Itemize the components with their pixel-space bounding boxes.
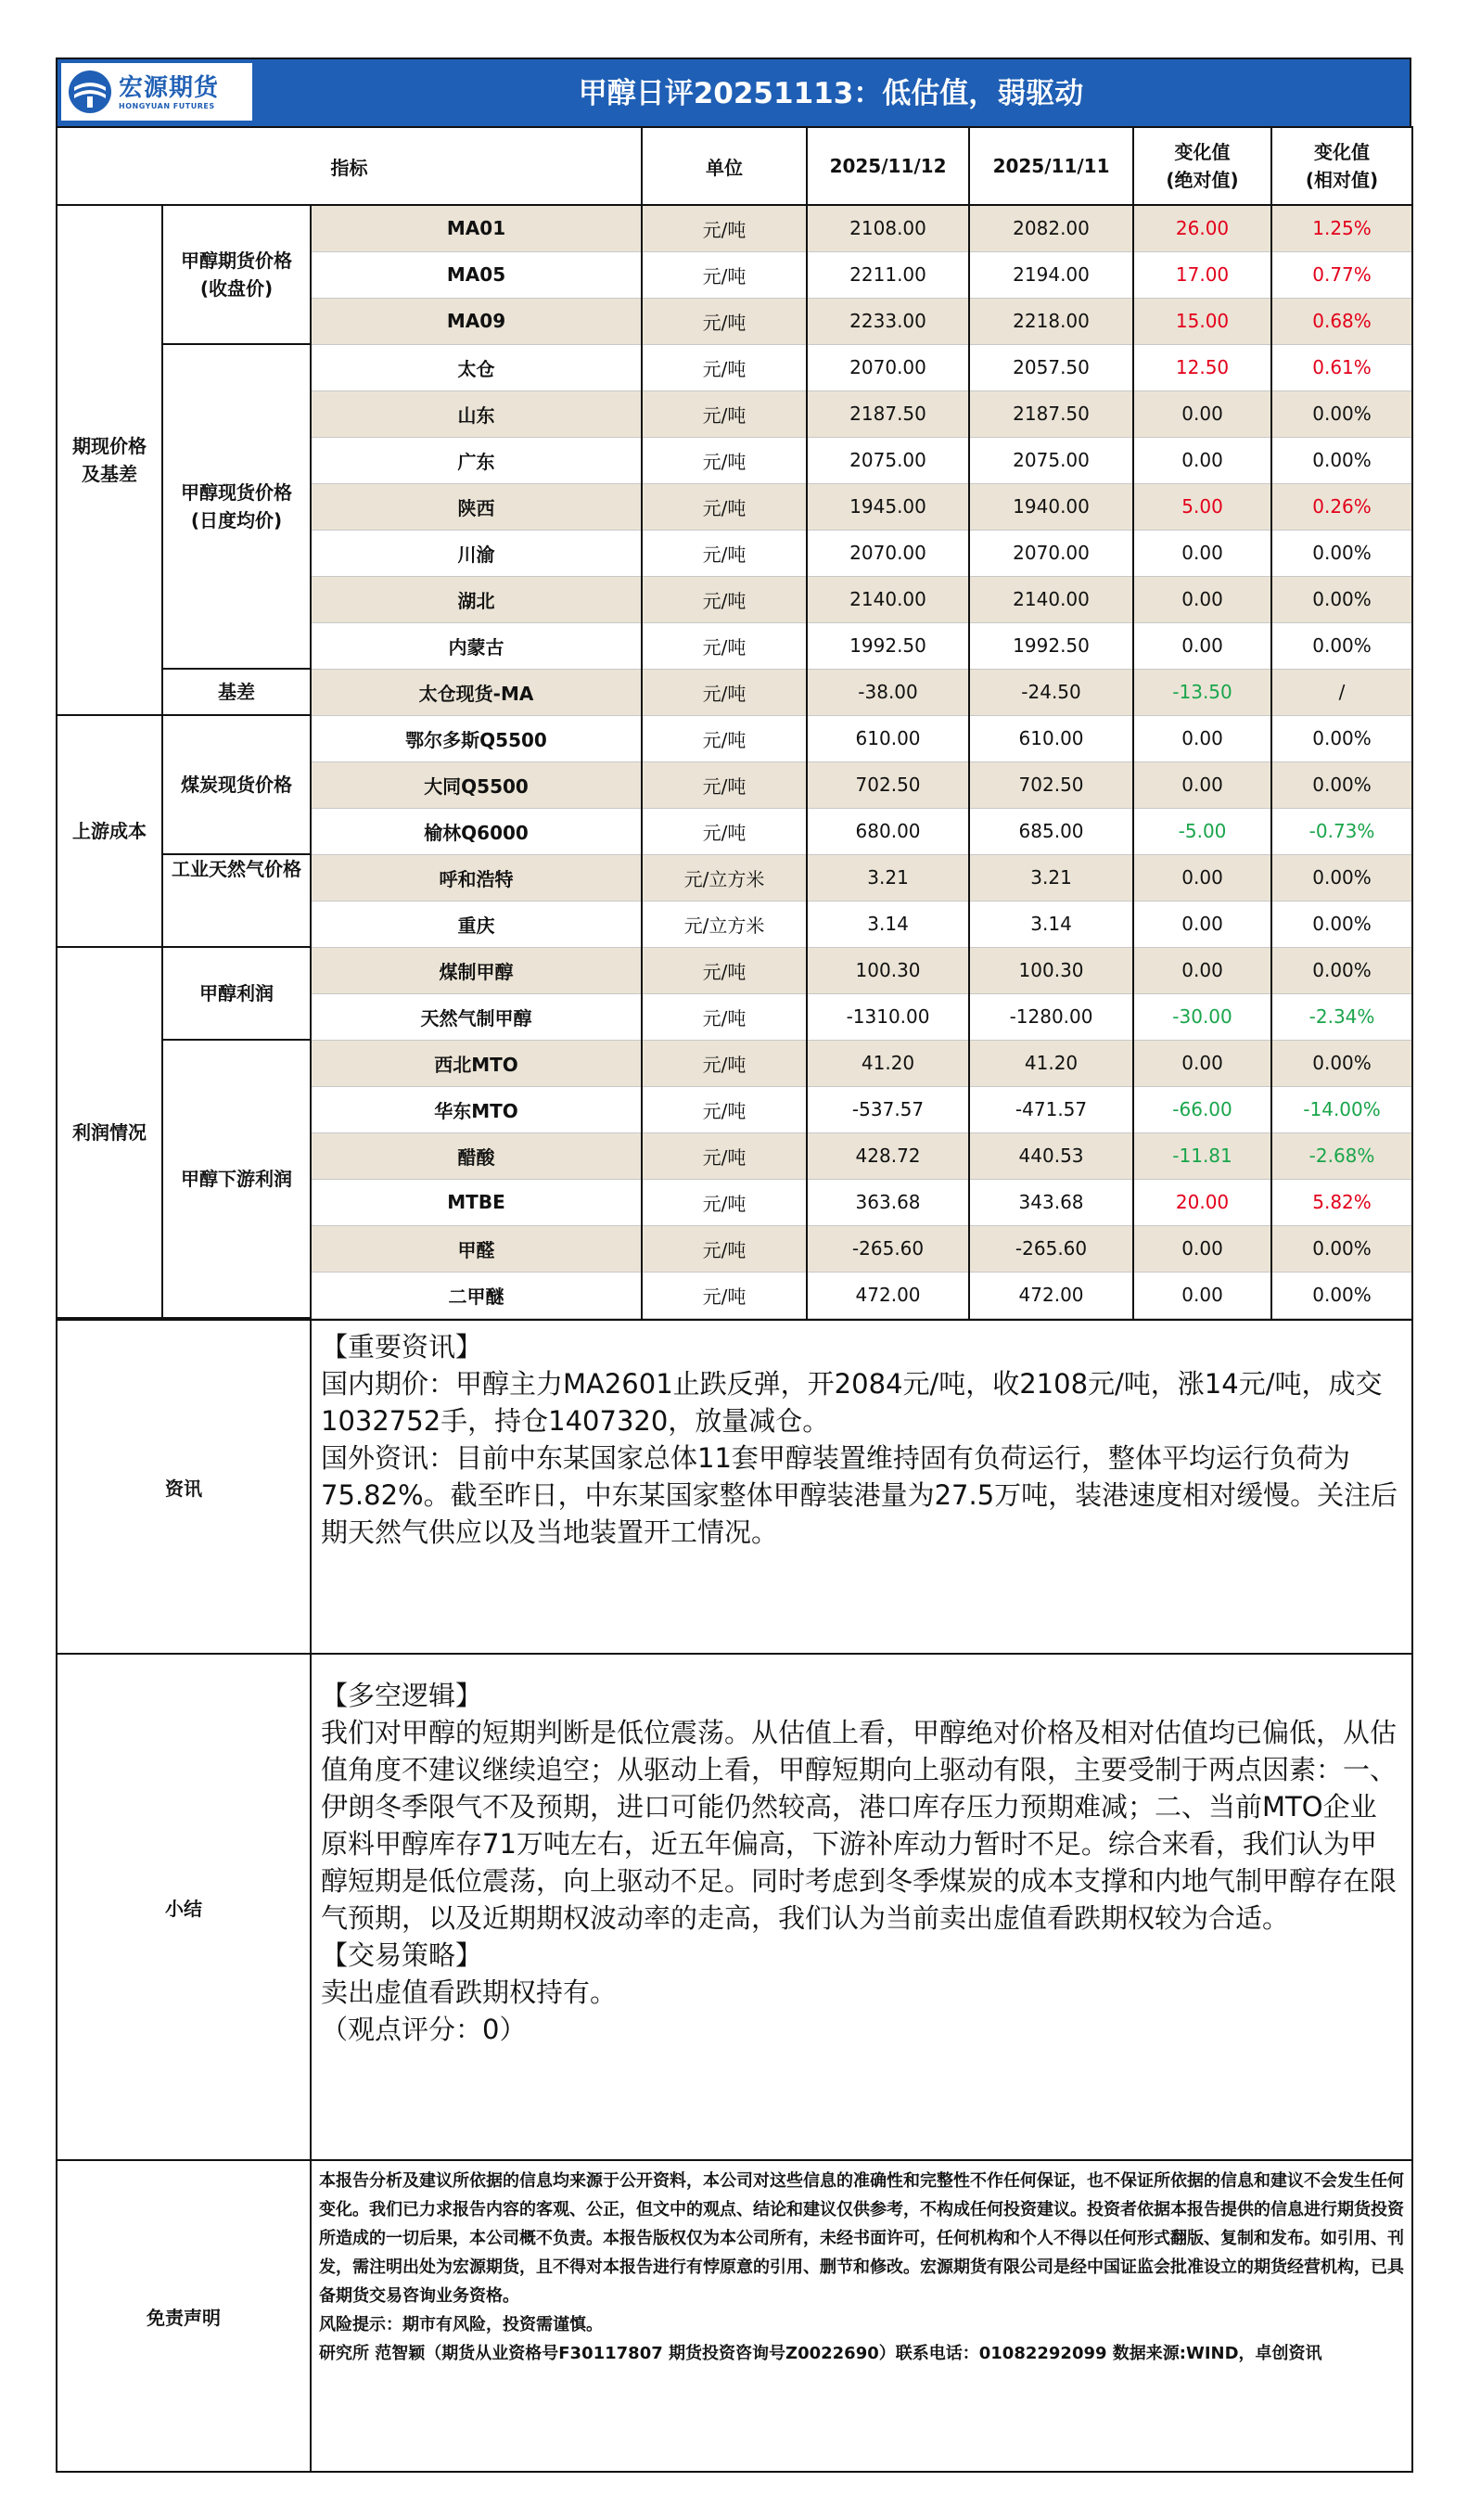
row-name: 湖北 — [311, 576, 642, 622]
row-change-abs: 12.50 — [1133, 344, 1271, 390]
row-unit: 元/吨 — [642, 1132, 807, 1179]
row-value-date1: 2211.00 — [807, 251, 969, 298]
row-value-date1: 2108.00 — [807, 205, 969, 251]
table-row — [57, 344, 1412, 390]
table-row — [57, 1040, 1412, 1086]
row-value-date2: 2082.00 — [969, 205, 1133, 251]
row-change-rel: 0.00% — [1271, 530, 1412, 576]
row-value-date1: -1310.00 — [807, 993, 969, 1040]
company-logo — [61, 63, 252, 121]
row-change-rel: 1.25% — [1271, 205, 1412, 251]
row-change-rel: 0.00% — [1271, 390, 1412, 437]
row-name: 大同Q5500 — [311, 761, 642, 808]
row-unit: 元/吨 — [642, 205, 807, 251]
row-change-rel: 0.00% — [1271, 622, 1412, 669]
row-change-rel: 0.00% — [1271, 947, 1412, 993]
row-change-rel: 0.00% — [1271, 576, 1412, 622]
row-name: 西北MTO — [311, 1040, 642, 1086]
summary-label: 小结 — [57, 1654, 311, 2160]
row-value-date1: 610.00 — [807, 715, 969, 761]
row-value-date1: 1992.50 — [807, 622, 969, 669]
row-change-rel: / — [1271, 669, 1412, 715]
logo-english: HONGYUAN FUTURES — [119, 101, 215, 110]
row-name: 山东 — [311, 390, 642, 437]
row-value-date2: 41.20 — [969, 1040, 1133, 1086]
row-change-rel: 0.00% — [1271, 761, 1412, 808]
view-score: （观点评分：0） — [321, 2014, 527, 2045]
row-value-date1: 3.21 — [807, 854, 969, 901]
table-row — [57, 854, 1412, 901]
report-header — [56, 58, 1411, 126]
subgroup-label: 甲醇下游利润 — [162, 1040, 311, 1318]
row-value-date2: -24.50 — [969, 669, 1133, 715]
row-unit: 元/吨 — [642, 251, 807, 298]
row-value-date1: -38.00 — [807, 669, 969, 715]
row-value-date1: -265.60 — [807, 1225, 969, 1272]
row-unit: 元/吨 — [642, 437, 807, 483]
subgroup-label: 甲醇期货价格 (收盘价) — [162, 205, 311, 344]
subgroup-label: 甲醇现货价格 (日度均价) — [162, 344, 311, 669]
col-header-abs: 变化值 (绝对值) — [1133, 127, 1271, 205]
row-name: 鄂尔多斯Q5500 — [311, 715, 642, 761]
row-change-abs: 0.00 — [1133, 576, 1271, 622]
row-value-date1: 3.14 — [807, 901, 969, 947]
row-unit: 元/吨 — [642, 993, 807, 1040]
col-header-indicator: 指标 — [57, 127, 642, 205]
subgroup-label: 工业天然气价格 — [162, 854, 311, 947]
row-unit: 元/吨 — [642, 1225, 807, 1272]
row-value-date2: 610.00 — [969, 715, 1133, 761]
row-change-rel: -2.68% — [1271, 1132, 1412, 1179]
row-change-abs: 0.00 — [1133, 1225, 1271, 1272]
price-table — [56, 126, 1413, 1319]
summary-section — [57, 1654, 1412, 2160]
group-label: 利润情况 — [57, 947, 162, 1318]
row-name: 华东MTO — [311, 1086, 642, 1132]
row-change-abs: 5.00 — [1133, 483, 1271, 530]
disclaimer-label: 免责声明 — [57, 2160, 311, 2472]
logo-chinese: 宏源期货 — [119, 73, 220, 102]
row-unit: 元/立方米 — [642, 901, 807, 947]
disclaimer-text: 本报告分析及建议所依据的信息均来源于公开资料，本公司对这些信息的准确性和完整性不作任何保证，也不保证所依据的信息和建议不会发生任何变化。我们已力求报告内容的客观、公正，但文中的观点、结论和建议仅供参考，不构成任何投资建议。投资者依据本报告提供的信息进行期货投资所造成的一切后果，本公司概不负责。本报告版权仅为本公司所有，未经书面许可，任何机构和个人不得以任何形式翻版、复制和发布。如引用、刊发，需注明出处为宏源期货，且不得对本报告进行有悖原意的引用、删节和修改。宏源期货有限公司是经中国证监会批准设立的期货经营机构，已具备期货交易咨询业务资格。 — [319, 2171, 1404, 2306]
row-change-abs: 0.00 — [1133, 854, 1271, 901]
row-value-date1: 680.00 — [807, 808, 969, 854]
row-name: MTBE — [311, 1179, 642, 1225]
summary-content — [311, 1654, 1412, 2160]
col-header-date1: 2025/11/12 — [807, 127, 969, 205]
research-contact: 研究所 范智颖（期货从业资格号F30117807 期货投资咨询号Z0022690）联系电话：01082292099 数据来源:WIND，卓创资讯 — [319, 2344, 1322, 2363]
row-name: 呼和浩特 — [311, 854, 642, 901]
report-sheet — [56, 58, 1411, 2473]
logic-text: 我们对甲醇的短期判断是低位震荡。从估值上看，甲醇绝对价格及相对估值均已偏低，从估值角度不建议继续追空；从驱动上看，甲醇短期向上驱动有限，主要受制于两点因素：一、伊朗冬季限气不及预期，进口可能仍然较高，港口库存压力预期难减；二、当前MTO企业原料甲醇库存71万吨左右，近五年偏高，下游补库动力暂时不足。综合来看，我们认为甲醇短期是低位震荡，向上驱动不足。同时考虑到冬季煤炭的成本支撑和内地气制甲醇存在限气预期，以及近期期权波动率的走高，我们认为当前卖出虚值看跌期权较为合适。 — [321, 1717, 1398, 1934]
row-unit: 元/吨 — [642, 761, 807, 808]
row-unit: 元/立方米 — [642, 854, 807, 901]
row-change-rel: -2.34% — [1271, 993, 1412, 1040]
news-content — [311, 1320, 1412, 1654]
row-value-date1: 2140.00 — [807, 576, 969, 622]
row-change-abs: 0.00 — [1133, 530, 1271, 576]
row-change-abs: -66.00 — [1133, 1086, 1271, 1132]
row-value-date1: 2075.00 — [807, 437, 969, 483]
row-value-date2: 3.14 — [969, 901, 1133, 947]
row-change-abs: 0.00 — [1133, 1272, 1271, 1318]
row-name: 太仓现货-MA — [311, 669, 642, 715]
row-value-date2: 472.00 — [969, 1272, 1133, 1318]
row-unit: 元/吨 — [642, 715, 807, 761]
row-value-date1: 41.20 — [807, 1040, 969, 1086]
row-unit: 元/吨 — [642, 530, 807, 576]
disclaimer-content — [311, 2160, 1412, 2472]
row-value-date2: -265.60 — [969, 1225, 1133, 1272]
row-change-rel: 0.00% — [1271, 854, 1412, 901]
row-name: 煤制甲醇 — [311, 947, 642, 993]
row-name: 醋酸 — [311, 1132, 642, 1179]
row-name: MA01 — [311, 205, 642, 251]
row-value-date1: 2187.50 — [807, 390, 969, 437]
row-unit: 元/吨 — [642, 390, 807, 437]
row-change-abs: 0.00 — [1133, 437, 1271, 483]
row-name: 天然气制甲醇 — [311, 993, 642, 1040]
row-value-date1: 702.50 — [807, 761, 969, 808]
subgroup-label: 基差 — [162, 669, 311, 715]
row-name: 二甲醚 — [311, 1272, 642, 1318]
row-name: 川渝 — [311, 530, 642, 576]
row-change-rel: 0.77% — [1271, 251, 1412, 298]
subgroup-label: 甲醇利润 — [162, 947, 311, 1040]
report-title: 甲醇日评20251113：低估值，弱驱动 — [578, 77, 1084, 110]
strategy-text: 卖出虚值看跌期权持有。 — [321, 1976, 618, 2008]
row-unit: 元/吨 — [642, 483, 807, 530]
row-change-abs: 0.00 — [1133, 947, 1271, 993]
row-change-rel: 0.00% — [1271, 715, 1412, 761]
row-name: 太仓 — [311, 344, 642, 390]
row-name: 广东 — [311, 437, 642, 483]
row-change-rel: 0.00% — [1271, 437, 1412, 483]
col-header-date2: 2025/11/11 — [969, 127, 1133, 205]
row-value-date1: 428.72 — [807, 1132, 969, 1179]
col-header-rel: 变化值 (相对值) — [1271, 127, 1412, 205]
row-value-date2: 2075.00 — [969, 437, 1133, 483]
row-value-date1: 2070.00 — [807, 530, 969, 576]
row-unit: 元/吨 — [642, 1086, 807, 1132]
row-change-rel: 5.82% — [1271, 1179, 1412, 1225]
row-value-date1: 2233.00 — [807, 298, 969, 344]
row-value-date1: 472.00 — [807, 1272, 969, 1318]
row-change-rel: 0.68% — [1271, 298, 1412, 344]
row-name: MA05 — [311, 251, 642, 298]
row-value-date2: 1992.50 — [969, 622, 1133, 669]
row-change-abs: 0.00 — [1133, 761, 1271, 808]
row-value-date2: 100.30 — [969, 947, 1133, 993]
row-value-date2: 2070.00 — [969, 530, 1133, 576]
row-change-abs: 0.00 — [1133, 1040, 1271, 1086]
row-change-abs: -5.00 — [1133, 808, 1271, 854]
row-value-date2: 1940.00 — [969, 483, 1133, 530]
row-change-abs: 0.00 — [1133, 622, 1271, 669]
news-heading: 【重要资讯】 — [321, 1331, 483, 1362]
table-row — [57, 669, 1412, 715]
row-value-date2: -471.57 — [969, 1086, 1133, 1132]
row-change-abs: -13.50 — [1133, 669, 1271, 715]
news-section — [57, 1320, 1412, 1654]
row-change-abs: 20.00 — [1133, 1179, 1271, 1225]
subgroup-label: 煤炭现货价格 — [162, 715, 311, 854]
row-value-date2: 2218.00 — [969, 298, 1133, 344]
row-change-abs: 0.00 — [1133, 390, 1271, 437]
strategy-heading: 【交易策略】 — [321, 1939, 483, 1971]
row-change-abs: -11.81 — [1133, 1132, 1271, 1179]
risk-warning: 风险提示：期市有风险，投资需谨慎。 — [319, 2315, 603, 2335]
row-value-date2: 2057.50 — [969, 344, 1133, 390]
row-unit: 元/吨 — [642, 298, 807, 344]
row-change-rel: 0.00% — [1271, 1040, 1412, 1086]
row-value-date2: 2194.00 — [969, 251, 1133, 298]
row-value-date1: 363.68 — [807, 1179, 969, 1225]
row-value-date2: 3.21 — [969, 854, 1133, 901]
table-header-row — [57, 127, 1412, 205]
row-value-date2: 343.68 — [969, 1179, 1133, 1225]
col-header-unit: 单位 — [642, 127, 807, 205]
row-value-date2: 702.50 — [969, 761, 1133, 808]
row-unit: 元/吨 — [642, 576, 807, 622]
row-change-rel: -0.73% — [1271, 808, 1412, 854]
row-unit: 元/吨 — [642, 669, 807, 715]
row-name: 榆林Q6000 — [311, 808, 642, 854]
row-change-abs: 26.00 — [1133, 205, 1271, 251]
row-change-abs: 0.00 — [1133, 715, 1271, 761]
table-row — [57, 205, 1412, 251]
group-label: 上游成本 — [57, 715, 162, 947]
row-value-date2: 685.00 — [969, 808, 1133, 854]
row-change-rel: -14.00% — [1271, 1086, 1412, 1132]
table-row — [57, 947, 1412, 993]
hongyuan-logo-icon — [67, 69, 113, 115]
news-foreign: 国外资讯：目前中东某国家总体11套甲醇装置维持固有负荷运行，整体平均运行负荷为75.82%。截至昨日，中东某国家整体甲醇装港量为27.5万吨，装港速度相对缓慢。关注后期天然气供应以及当地装置开工情况。 — [321, 1442, 1398, 1548]
table-row — [57, 715, 1412, 761]
news-label: 资讯 — [57, 1320, 311, 1654]
row-value-date2: 2140.00 — [969, 576, 1133, 622]
row-value-date2: 440.53 — [969, 1132, 1133, 1179]
row-unit: 元/吨 — [642, 344, 807, 390]
row-change-rel: 0.00% — [1271, 901, 1412, 947]
row-unit: 元/吨 — [642, 947, 807, 993]
row-change-abs: -30.00 — [1133, 993, 1271, 1040]
row-change-abs: 15.00 — [1133, 298, 1271, 344]
row-change-rel: 0.00% — [1271, 1272, 1412, 1318]
row-change-rel: 0.61% — [1271, 344, 1412, 390]
row-name: 甲醛 — [311, 1225, 642, 1272]
row-name: MA09 — [311, 298, 642, 344]
row-unit: 元/吨 — [642, 622, 807, 669]
row-value-date1: 1945.00 — [807, 483, 969, 530]
row-value-date1: 100.30 — [807, 947, 969, 993]
row-change-abs: 0.00 — [1133, 901, 1271, 947]
row-unit: 元/吨 — [642, 808, 807, 854]
row-name: 陕西 — [311, 483, 642, 530]
row-change-rel: 0.00% — [1271, 1225, 1412, 1272]
row-name: 内蒙古 — [311, 622, 642, 669]
disclaimer-section — [57, 2160, 1412, 2472]
group-label: 期现价格 及基差 — [57, 205, 162, 715]
logic-heading: 【多空逻辑】 — [321, 1680, 483, 1711]
row-value-date2: 2187.50 — [969, 390, 1133, 437]
text-sections — [56, 1319, 1413, 2473]
row-unit: 元/吨 — [642, 1179, 807, 1225]
row-change-rel: 0.26% — [1271, 483, 1412, 530]
row-change-abs: 17.00 — [1133, 251, 1271, 298]
row-value-date1: 2070.00 — [807, 344, 969, 390]
news-domestic: 国内期价：甲醇主力MA2601止跌反弹，开2084元/吨，收2108元/吨，涨14元/吨，成交1032752手，持仓1407320，放量减仓。 — [321, 1368, 1383, 1437]
row-name: 重庆 — [311, 901, 642, 947]
row-unit: 元/吨 — [642, 1272, 807, 1318]
row-value-date1: -537.57 — [807, 1086, 969, 1132]
row-unit: 元/吨 — [642, 1040, 807, 1086]
row-value-date2: -1280.00 — [969, 993, 1133, 1040]
